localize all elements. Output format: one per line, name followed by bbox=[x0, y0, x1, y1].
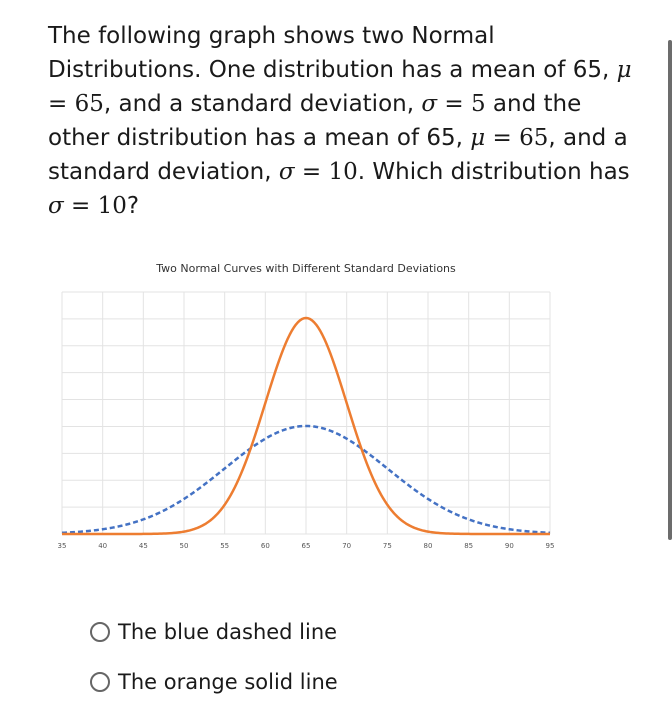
x-tick-label: 85 bbox=[464, 542, 474, 550]
x-tick-label: 50 bbox=[179, 542, 189, 550]
x-tick-label: 40 bbox=[98, 542, 108, 550]
x-tick-label: 70 bbox=[342, 542, 352, 550]
chart-title: Two Normal Curves with Different Standard Deviations bbox=[156, 262, 456, 275]
option-orange-solid[interactable] bbox=[90, 664, 338, 700]
option-label: The blue dashed line bbox=[118, 620, 338, 644]
x-tick-label: 75 bbox=[382, 542, 392, 550]
radio-button[interactable] bbox=[90, 672, 110, 692]
x-tick-label: 45 bbox=[138, 542, 148, 550]
x-tick-label: 80 bbox=[423, 542, 433, 550]
scrollbar[interactable] bbox=[668, 40, 672, 540]
radio-button[interactable] bbox=[90, 622, 110, 642]
x-tick-label: 55 bbox=[220, 542, 230, 550]
x-tick-label: 90 bbox=[504, 542, 514, 550]
question-text: The following graph shows two Normal Distributions. One distribution has a mean of 65, μ = 65, and a standard deviation, σ = 5 and the other distribution has a mean of 65, μ = 65, and a standard deviation, σ = 10. Which distribution has σ = 10? bbox=[48, 23, 632, 219]
option-label: The orange solid line bbox=[118, 670, 338, 694]
x-tick-label: 60 bbox=[260, 542, 270, 550]
x-tick-label: 65 bbox=[301, 542, 311, 550]
x-tick-label: 95 bbox=[545, 542, 555, 550]
x-tick-label: 35 bbox=[57, 542, 67, 550]
option-blue-dashed[interactable] bbox=[90, 614, 338, 650]
answer-options bbox=[90, 614, 338, 714]
